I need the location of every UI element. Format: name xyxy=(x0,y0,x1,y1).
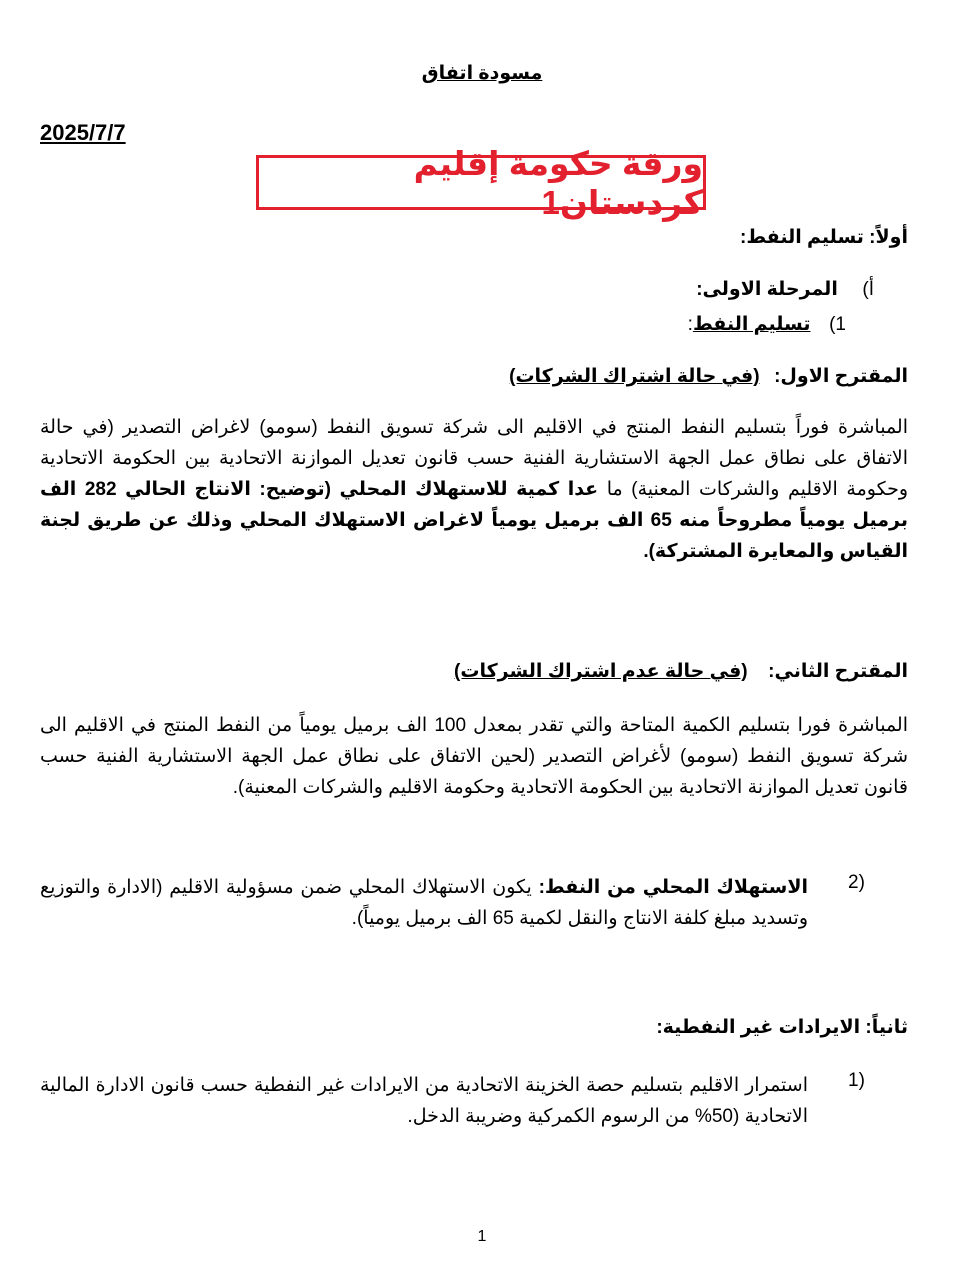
proposal2-heading xyxy=(454,660,908,683)
document-date: 2025/7/7 xyxy=(40,120,126,145)
proposal1-bold-text: عدا كمية للاستهلاك المحلي (توضيح: الانتاج الحالي 282 الف برميل يومياً مطروحاً منه 65 الف برميل يومياً لاغراض الاستهلاك المحلي وذلك عن طريق لجنة القياس والمعايرة المشتركة). xyxy=(40,479,908,562)
item1-row xyxy=(688,313,846,336)
proposal2-paragraph: المباشرة فورا بتسليم الكمية المتاحة والتي تقدر بمعدل 100 الف برميل يومياً من النفط المنتج في الاقليم الى شركة تسويق النفط (سومو) لأغراض التصدير (لحين الاتفاق على نطاق عمل الجهة الاستشارية الفنية حسب قانون تعديل الموازنة الاتحادية بين الحكومة الاتحادية وحكومة الاقليم والشركات المعنية). xyxy=(40,715,908,798)
proposal1-condition: (في حالة اشتراك الشركات) xyxy=(509,366,760,387)
proposal1-heading xyxy=(509,365,908,388)
proposal1-text: المباشرة فوراً بتسليم النفط المنتج في الاقليم الى شركة تسويق النفط (سومو) لاغراض التصدير (في حالة الاتفاق على نطاق عمل الجهة الاستشارية الفنية حسب قانون تعديل الموازنة الاتحادية بين الحكومة الاتحادية وحكومة الاقليم والشركات المعنية) ما xyxy=(40,417,908,500)
item2-title: الاستهلاك المحلي من النفط: xyxy=(538,877,808,898)
proposal1-paragraph xyxy=(40,412,908,567)
section2-item1-paragraph: استمرار الاقليم بتسليم حصة الخزينة الاتحادية من الايرادات غير النفطية حسب قانون الادارة المالية الاتحادية (50% من الرسوم الكمركية وضريبة الدخل. xyxy=(40,1075,808,1127)
item1-colon: : xyxy=(687,314,693,335)
document-header-title: مسودة اتفاق xyxy=(421,63,543,84)
item1-title: تسليم النفط xyxy=(692,314,811,335)
section1-title: أولاً: تسليم النفط: xyxy=(740,227,908,248)
proposal2-condition: (في حالة عدم اشتراك الشركات) xyxy=(454,661,748,682)
item2-text: يكون الاستهلاك المحلي ضمن مسؤولية الاقليم (الادارة والتوزيع وتسديد مبلغ كلفة الانتاج والنقل لكمية 65 الف برميل يومياً). xyxy=(40,877,808,929)
page-number: 1 xyxy=(477,1228,487,1245)
item2-paragraph xyxy=(40,872,808,934)
item1-marker: 1) xyxy=(829,314,846,335)
phase-a-marker: أ) xyxy=(862,279,874,300)
phase-a-title: المرحلة الاولى: xyxy=(696,279,838,300)
stamp-text: ورقة حكومة إقليم كردستان1 xyxy=(413,144,703,221)
section2-title: ثانياً: الايرادات غير النفطية: xyxy=(656,1017,908,1038)
red-stamp-box xyxy=(256,144,706,221)
item2-marker: 2) xyxy=(848,872,865,893)
phase-a-row xyxy=(696,278,874,301)
proposal1-label: المقترح الاول: xyxy=(774,366,908,387)
section2-item1-marker: 1) xyxy=(848,1070,865,1091)
proposal2-label: المقترح الثاني: xyxy=(768,661,908,682)
